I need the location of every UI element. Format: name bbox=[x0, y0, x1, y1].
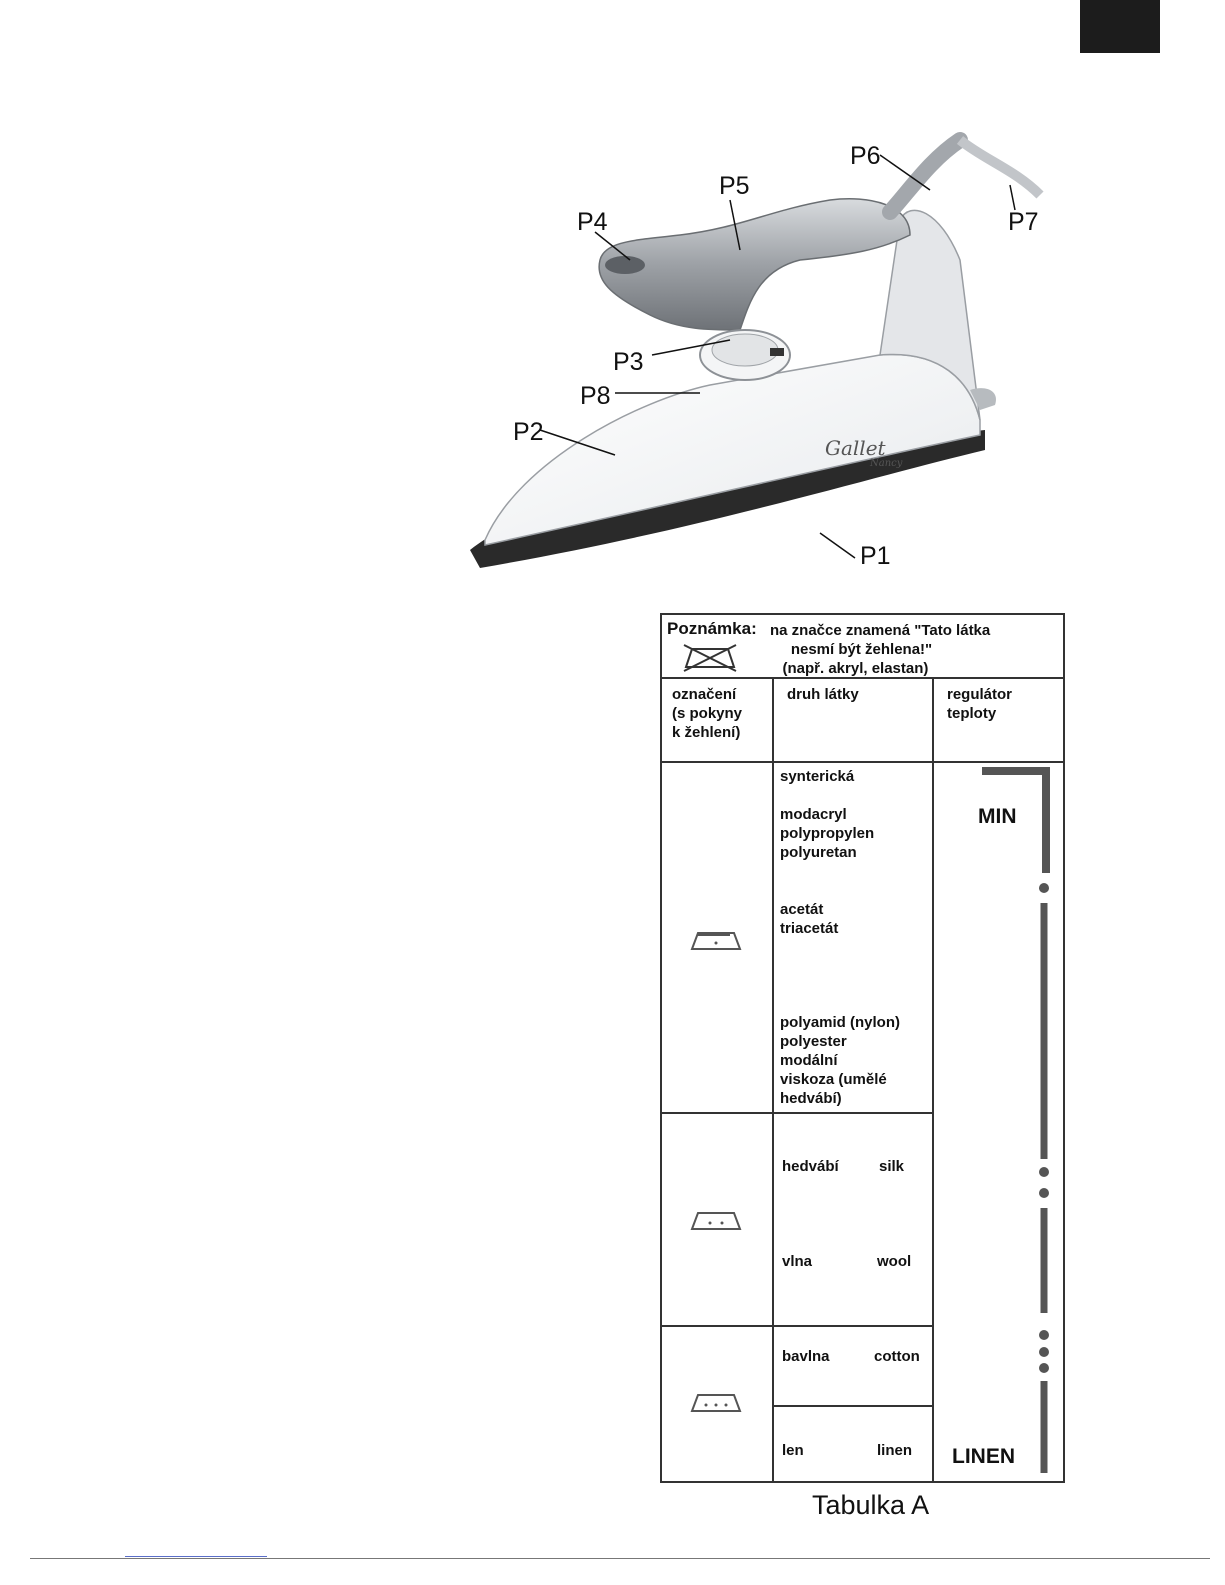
header-fabric: druh látky bbox=[787, 686, 859, 703]
callout-p7: P7 bbox=[1008, 208, 1039, 236]
iron-body bbox=[485, 354, 980, 545]
header-regulator: regulátor teploty bbox=[947, 686, 1013, 722]
iron-two-dots-icon bbox=[690, 1209, 742, 1231]
footer-link-underline bbox=[125, 1556, 267, 1557]
ironing-table bbox=[660, 613, 1065, 1483]
iron-one-dot-icon bbox=[690, 929, 742, 951]
iron-three-dots-icon bbox=[690, 1391, 742, 1413]
fabric-polyamid: polyamid (nylon) polyester modální viskoza (umělé hedvábí) bbox=[780, 1014, 900, 1107]
note-label: Poznámka: bbox=[667, 619, 757, 638]
regulator-linen: LINEN bbox=[952, 1445, 1015, 1468]
callout-p3: P3 bbox=[613, 348, 644, 376]
fabric-acetate: acetát triacetát bbox=[780, 901, 839, 937]
iron-figure bbox=[440, 100, 1080, 600]
page-corner-tab bbox=[1080, 0, 1160, 53]
no-iron-icon bbox=[680, 641, 740, 673]
power-cord bbox=[890, 140, 960, 212]
table-caption: Tabulka A bbox=[812, 1490, 930, 1520]
regulator-min: MIN bbox=[978, 805, 1017, 828]
header-marking: označení (s pokyny k žehlení) bbox=[672, 686, 743, 741]
fabric-cotton-en: cotton bbox=[874, 1348, 920, 1365]
fabric-cotton-cz: bavlna bbox=[782, 1348, 830, 1365]
fabric-synthetic: synterická bbox=[780, 768, 855, 785]
brand-logo: Gallet bbox=[825, 436, 886, 460]
handle bbox=[599, 199, 910, 330]
iron-illustration bbox=[440, 100, 1080, 600]
brand-sub-logo: Nancy bbox=[870, 458, 903, 469]
fabric-wool-cz: vlna bbox=[782, 1253, 813, 1270]
callout-p1: P1 bbox=[860, 542, 891, 570]
fabric-modacryl: modacryl polypropylen polyuretan bbox=[780, 806, 875, 861]
fabric-silk-en: silk bbox=[879, 1158, 905, 1175]
fabric-silk-cz: hedvábí bbox=[782, 1158, 839, 1175]
callout-p8: P8 bbox=[580, 382, 611, 410]
fabric-wool-en: wool bbox=[877, 1253, 912, 1270]
callout-p2: P2 bbox=[513, 418, 544, 446]
fabric-linen-en: linen bbox=[877, 1442, 913, 1459]
fabric-linen-cz: len bbox=[782, 1442, 804, 1459]
footer-rule bbox=[30, 1558, 1210, 1559]
callout-p4: P4 bbox=[577, 208, 608, 236]
callout-p5: P5 bbox=[719, 172, 750, 200]
callout-p6: P6 bbox=[850, 142, 881, 170]
temperature-scale bbox=[934, 763, 1062, 1479]
note-text: na značce znamená "Tato látka nesmí být žehlena!" (např. akryl, elastan) bbox=[770, 622, 991, 677]
